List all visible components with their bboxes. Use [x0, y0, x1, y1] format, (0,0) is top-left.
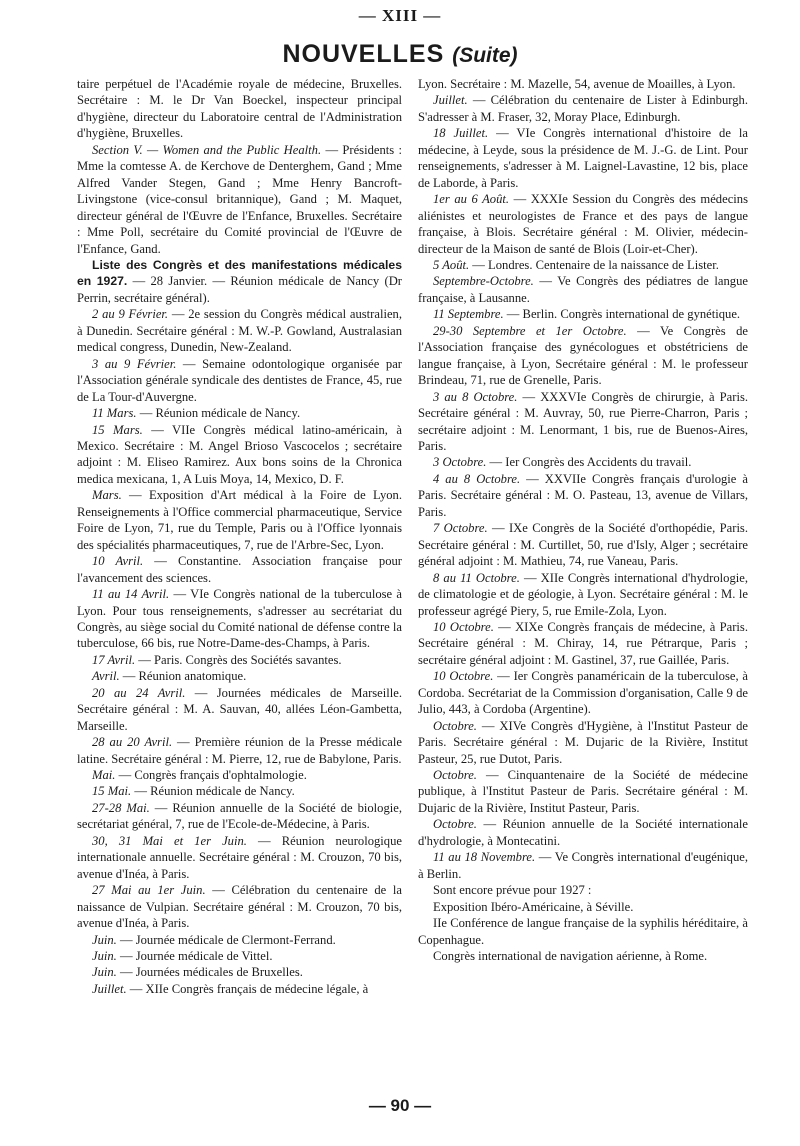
- entry-date: Mars.: [92, 488, 122, 503]
- entry-date: 30, 31 Mai et 1er Juin.: [92, 833, 247, 848]
- entry-text: — XIIe Congrès international d'hydrologie, de climatologie et de géologie, à Lyon. Secrétaire général : M. le professeur agrégé Piery, 5, rue Emile-Zola, Lyon.: [418, 570, 748, 618]
- entry-text: Lyon. Secrétaire : M. Mazelle, 54, avenue de Moailles, à Lyon.: [418, 77, 736, 91]
- entry-text: — XIXe Congrès français de médecine, à Paris. Secrétaire général : M. Chiray, 14, rue Pétrarque, Paris ; secrétaire général adjoint : M. Gastinel, 37, rue Gaillée, Paris.: [418, 619, 748, 667]
- news-entry: [418, 849, 748, 882]
- news-entry: [418, 323, 748, 389]
- entry-date: 4 au 8 Octobre.: [433, 471, 521, 486]
- news-entry: [418, 125, 748, 191]
- entry-date: 28 au 20 Avril.: [92, 735, 173, 750]
- entry-text: — XIVe Congrès d'Hygiène, à l'Institut Pasteur de Paris. Secrétaire général : M. Dujaric de la Rivière, Institut Pasteur, 25, rue Dutot, Paris.: [418, 718, 748, 766]
- entry-text: — Berlin. Congrès international de gynétique.: [503, 307, 741, 322]
- entry-date: 27-28 Mai.: [92, 800, 150, 815]
- entry-text: — Réunion anatomique.: [119, 669, 247, 684]
- entry-text: — Réunion neurologique internationale annuelle. Secrétaire général : M. Crouzon, 70 bis, avenue d'Inéa, à Paris.: [77, 833, 402, 881]
- entry-text: — Londres. Centenaire de la naissance de Lister.: [469, 257, 719, 272]
- entry-text: — IXe Congrès de la Société d'orthopédie, Paris. Secrétaire général : M. Curtillet, 50, rue d'Isly, Alger ; secrétaire général adjoint : M. Mathieu, 74, rue Vaneau, Paris.: [418, 521, 748, 569]
- news-entry: [418, 273, 748, 306]
- news-entry: [418, 668, 748, 717]
- entry-date: 3 Octobre.: [433, 455, 487, 470]
- entry-text: — Ve Congrès de l'Association française des gynécologues et obstétriciens de langue française, à Lyon, Secrétaire général : M. le professeur Brindeau, 71, rue de Grenelle, Paris.: [418, 323, 748, 388]
- entry-date: 10 Octobre.: [433, 669, 494, 684]
- entry-date: 15 Mai.: [92, 784, 132, 799]
- entry-text: — Présidents : Mme la comtesse A. de Kerchove de Denterghem, Gand ; Mme Alfred Vander Stegen, Gand ; Mme Henry Bancroft-Livingstone (vice-consul britannique), Gand ; M. Maquet, directeur général de l'Œuvre de l'Enfance, Bruxelles. Secrétaire : Mme Poll, secrétaire du Comité provincial de l'Œuvre de l'Enfance, Gand.: [77, 142, 402, 256]
- news-entry: [418, 76, 748, 92]
- entry-text: Congrès international de navigation aérienne, à Rome.: [433, 949, 708, 964]
- entry-date: 3 au 9 Février.: [92, 356, 177, 371]
- entry-date: 5 Août.: [433, 257, 470, 272]
- news-entry: [77, 833, 402, 882]
- entry-date: Juin.: [92, 932, 117, 947]
- entry-text: — 28 Janvier. — Réunion médicale de Nancy (Dr Perrin, secrétaire général).: [77, 274, 402, 305]
- entry-text: — VIIe Congrès médical latino-américain, à Mexico. Secrétaire : M. Angel Brioso Vascocelos ; secrétaire adjoint : M. Eliseo Ramirez. Aux bons soins de la Chronica medica mexicana, 1, A Luis Moya, 14, Mexico, D. F.: [77, 422, 402, 486]
- entry-date: 8 au 11 Octobre.: [433, 570, 520, 585]
- entry-date: Juin.: [92, 965, 117, 980]
- entry-text: IIe Conférence de langue française de la syphilis héréditaire, à Copenhague.: [418, 916, 748, 947]
- news-entry: [77, 964, 402, 980]
- news-entry: [418, 718, 748, 767]
- entry-date: 15 Mars.: [92, 422, 143, 437]
- news-entry: [418, 816, 748, 849]
- entry-text: — Ier Congrès des Accidents du travail.: [486, 455, 692, 470]
- entry-date: Juillet.: [433, 93, 468, 108]
- entry-text: Exposition Ibéro-Américaine, à Séville.: [433, 899, 634, 914]
- news-entry: [418, 899, 748, 915]
- right-column: [418, 76, 748, 964]
- news-entry: [77, 422, 402, 488]
- page-number-roman: — XIII —: [358, 6, 442, 25]
- entry-text: — Réunion médicale de Nancy.: [136, 406, 301, 421]
- news-entry: [418, 191, 748, 257]
- news-entry: [77, 306, 402, 355]
- entry-text: taire perpétuel de l'Académie royale de médecine, Bruxelles. Secrétaire : M. le Dr Van Boeckel, inspecteur principal d'hygiène, directeur du Laboratoire central de l'Administration d'hygiène, Bruxelles.: [77, 77, 402, 141]
- news-entry: [77, 685, 402, 734]
- page-number: — 90 —: [368, 1096, 432, 1115]
- entry-date: 11 Septembre.: [433, 307, 504, 322]
- entry-text: — Journées médicales de Bruxelles.: [116, 965, 303, 980]
- entry-date: Juillet.: [92, 981, 127, 996]
- entry-date: Septembre-Octobre.: [433, 274, 534, 289]
- entry-text: — Cinquantenaire de la Société de médecine publique, à l'Institut Pasteur de Paris. Secrétaire général : M. Dujaric de la Rivière, Institut Pasteur, Paris.: [418, 768, 748, 815]
- entry-date: Avril.: [92, 669, 120, 684]
- news-entry: [418, 454, 748, 470]
- entry-date: Liste des Congrès et des manifestations médicales en 1927.: [77, 257, 402, 289]
- entry-date: 10 Avril.: [92, 554, 144, 569]
- title-suite: (Suite): [452, 44, 518, 67]
- entry-date: 2 au 9 Février.: [92, 307, 169, 322]
- news-entry: [77, 882, 402, 931]
- entry-text: — VIe Congrès international d'histoire de la médecine, à Leyde, sous la présidence de M. J.-G. de Lint. Pour renseignements, s'adresser à M. Laignel-Lavastine, 12 bis, place de Laborde, à Paris.: [418, 126, 748, 190]
- entry-text: — XXVIIe Congrès français d'urologie à Paris. Secrétaire général : M. O. Pasteau, 13, avenue de Villars, Paris.: [418, 471, 748, 519]
- title-main: NOUVELLES: [282, 40, 445, 68]
- entry-text: — Journée médicale de Vittel.: [116, 949, 273, 964]
- news-entry: [418, 306, 748, 322]
- news-entry: [418, 520, 748, 569]
- entry-text: Sont encore prévue pour 1927 :: [433, 883, 592, 898]
- news-entry: [77, 767, 402, 783]
- entry-date: 11 Mars.: [92, 406, 137, 421]
- entry-date: 10 Octobre.: [433, 619, 494, 634]
- entry-text: — XIIe Congrès français de médecine légale, à: [126, 981, 369, 996]
- entry-text: — Journées médicales de Marseille. Secrétaire général : M. A. Sauvan, 40, allées Léon-Gambetta, Marseille.: [77, 685, 402, 733]
- entry-date: 18 Juillet.: [433, 126, 489, 141]
- entry-date: 7 Octobre.: [433, 521, 488, 536]
- entry-text: — Ve Congrès des pédiatres de langue française, à Lausanne.: [418, 274, 748, 305]
- entry-text: — Congrès français d'ophtalmologie.: [115, 768, 307, 783]
- entry-text: — Célébration du centenaire de la naissance de Vulpian. Secrétaire général : M. Crouzon, 70 bis, avenue d'Inéa, à Paris.: [77, 883, 402, 931]
- news-entry: [77, 553, 402, 586]
- news-entry: [77, 76, 402, 142]
- news-entry: [77, 257, 402, 306]
- news-entry: [418, 257, 748, 273]
- news-entry: [77, 734, 402, 767]
- page-title: [0, 40, 800, 69]
- news-entry: [418, 915, 748, 948]
- left-column: [77, 76, 402, 997]
- news-entry: [418, 882, 748, 898]
- news-entry: [418, 948, 748, 964]
- news-entry: [77, 356, 402, 405]
- entry-text: — Réunion annuelle de la Société de biologie, secrétariat général, 7, rue de l'Ecole-de-Médecine, à Paris.: [77, 800, 403, 832]
- entry-text: — Exposition d'Art médical à la Foire de Lyon. Renseignements à l'Office commercial pharmaceutique, Service Foire de Lyon, 71, rue du Temple, Paris ou à l'Office lyonnais des spécialités pharmaceutiques, 7, rue de l'Arbre-Sec, Lyon.: [77, 488, 402, 552]
- entry-date: Octobre.: [433, 817, 477, 832]
- entry-text: — Première réunion de la Presse médicale latine. Secrétaire général : M. Pierre, 12, rue de Babylone, Paris.: [77, 735, 402, 766]
- news-entry: [77, 652, 402, 668]
- news-entry: [77, 783, 402, 799]
- news-entry: [77, 405, 402, 421]
- entry-text: — Journée médicale de Clermont-Ferrand.: [116, 932, 336, 947]
- entry-text: — 2e session du Congrès médical australien, à Dunedin. Secrétaire général : M. W.-P. Gowland, Australasian medical congress, Dunedin, New-Zealand.: [77, 307, 402, 355]
- entry-date: 20 au 24 Avril.: [92, 685, 186, 700]
- entry-date: 1er au 6 Août.: [433, 192, 510, 207]
- entry-text: — Paris. Congrès des Sociétés savantes.: [135, 652, 342, 667]
- news-entry: [418, 92, 748, 125]
- entry-date: Juin.: [92, 949, 117, 964]
- entry-text: — XXXIe Session du Congrès des médecins aliénistes et neurologistes de France et des pays de langue française, à Blois. Secrétaire général : M. Olivier, médecin-directeur de la Maison de santé de Blois (Loir-et-Cher).: [418, 192, 748, 256]
- entry-text: — Réunion médicale de Nancy.: [131, 784, 295, 799]
- entry-date: 27 Mai au 1er Juin.: [92, 883, 206, 898]
- news-entry: [418, 619, 748, 668]
- entry-date: 29-30 Septembre et 1er Octobre.: [433, 323, 627, 338]
- entry-text: — Célébration du centenaire de Lister à Edinburgh. S'adresser à M. Fraser, 32, Moray Place, Edinburgh.: [418, 93, 748, 124]
- news-entry: [77, 668, 402, 684]
- news-entry: [77, 948, 402, 964]
- entry-text: — Ve Congrès international d'eugénique, à Berlin.: [418, 850, 749, 881]
- entry-text: — XXXVIe Congrès de chirurgie, à Paris. Secrétaire général : M. Auvray, 50, rue Pierre-Charron, Paris ; secrétaire adjoint : M. Lenormant, 1 bis, rue de Buenos-Aires, Paris.: [418, 389, 748, 453]
- news-entry: [77, 800, 402, 833]
- news-entry: [418, 471, 748, 520]
- news-entry: [77, 487, 402, 553]
- news-entry: [418, 767, 748, 816]
- news-entry: [77, 142, 402, 257]
- entry-text: — Réunion annuelle de la Société internationale d'hydrologie, à Montecatini.: [418, 817, 748, 848]
- entry-text: — Constantine. Association française pour l'avancement des sciences.: [77, 554, 402, 585]
- entry-text: — Ier Congrès panaméricain de la tuberculose, à Cordoba. Secrétariat de la Commission d'organisation, Calle 9 de Julio, 443, à Cordoba (Argentine).: [418, 669, 748, 717]
- entry-text: — VIe Congrès national de la tuberculose à Lyon. Pour tous renseignements, s'adresser au secrétariat du Congrès, au siège social du Comité national de défense contre la tuberculose, 66 bis, rue Notre-Dame-des-Champs, à Paris.: [77, 587, 402, 651]
- entry-date: 17 Avril.: [92, 652, 136, 667]
- entry-date: Section V. — Women and the Public Health.: [92, 142, 322, 157]
- entry-date: 11 au 18 Novembre.: [433, 850, 536, 865]
- news-entry: [77, 932, 402, 948]
- entry-date: Octobre.: [433, 768, 477, 783]
- news-entry: [418, 570, 748, 619]
- entry-text: — Semaine odontologique organisée par l'Association générale syndicale des dentistes de France, 45, rue de La Tour-d'Auvergne.: [77, 356, 402, 404]
- entry-date: Octobre.: [433, 718, 477, 733]
- entry-date: 3 au 8 Octobre.: [433, 389, 518, 404]
- news-entry: [418, 389, 748, 455]
- news-entry: [77, 981, 402, 997]
- entry-date: Mai.: [92, 768, 116, 783]
- entry-date: 11 au 14 Avril.: [92, 587, 170, 602]
- news-entry: [77, 586, 402, 652]
